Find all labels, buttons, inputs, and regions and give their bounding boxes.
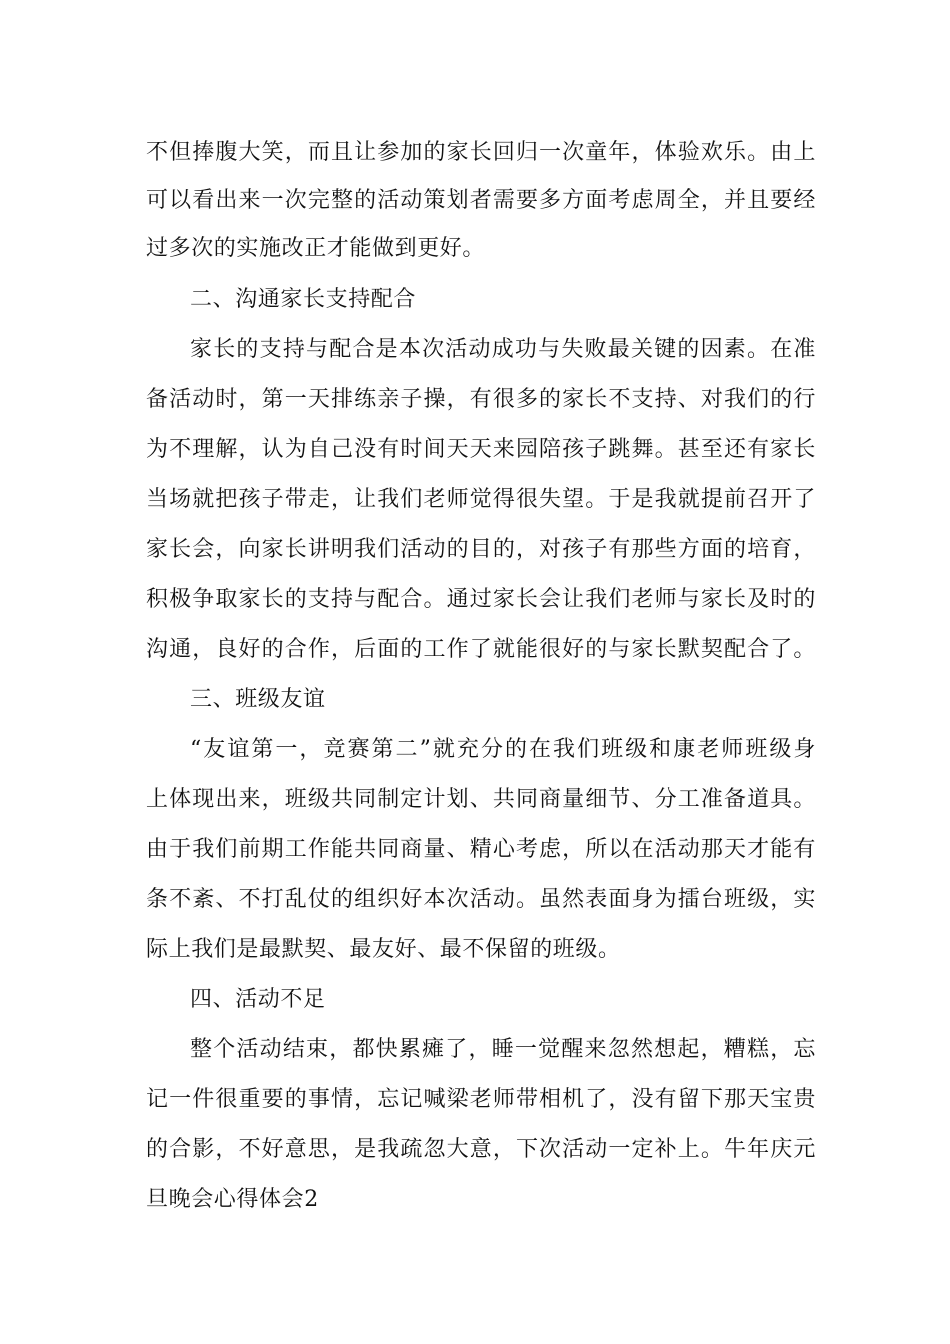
- text-line: 备活动时，第一天排练亲子操，有很多的家长不支持、对我们的行: [146, 387, 816, 412]
- paragraph-first-line: 家长的支持与配合是本次活动成功与失败最关键的因素。在准: [190, 337, 816, 362]
- text-line: 可以看出来一次完整的活动策划者需要多方面考虑周全，并且要经: [146, 188, 816, 213]
- text-line: 记一件很重要的事情，忘记喊梁老师带相机了，没有留下那天宝贵: [146, 1087, 816, 1112]
- text-line: 的合影，不好意思，是我疏忽大意，下次活动一定补上。牛年庆元: [146, 1137, 816, 1162]
- text-line: 不但捧腹大笑，而且让参加的家长回归一次童年，体验欢乐。由上: [146, 140, 816, 165]
- text-line: 条不紊、不打乱仗的组织好本次活动。虽然表面身为擂台班级，实: [146, 887, 816, 912]
- text-line: 旦晚会心得体会2: [146, 1187, 319, 1212]
- text-line: 上体现出来，班级共同制定计划、共同商量细节、分工准备道具。: [146, 787, 816, 812]
- text-line: 家长会，向家长讲明我们活动的目的，对孩子有那些方面的培育，: [146, 537, 816, 562]
- text-line: 为不理解，认为自己没有时间天天来园陪孩子跳舞。甚至还有家长: [146, 437, 816, 462]
- text-line: 沟通，良好的合作，后面的工作了就能很好的与家长默契配合了。: [146, 637, 816, 662]
- text-line: 际上我们是最默契、最友好、最不保留的班级。: [146, 937, 621, 962]
- paragraph-first-line: “友谊第一，竞赛第二”就充分的在我们班级和康老师班级身: [190, 737, 816, 762]
- text-line: 过多次的实施改正才能做到更好。: [146, 236, 486, 261]
- text-line: 积极争取家长的支持与配合。通过家长会让我们老师与家长及时的: [146, 587, 816, 612]
- section-heading: 四、活动不足: [190, 987, 326, 1012]
- text-line: 由于我们前期工作能共同商量、精心考虑，所以在活动那天才能有: [146, 837, 816, 862]
- section-heading: 三、班级友谊: [190, 687, 326, 712]
- text-line: 当场就把孩子带走，让我们老师觉得很失望。于是我就提前召开了: [146, 487, 816, 512]
- paragraph-first-line: 整个活动结束，都快累瘫了，睡一觉醒来忽然想起，糟糕，忘: [190, 1037, 816, 1062]
- section-heading: 二、沟通家长支持配合: [190, 287, 417, 312]
